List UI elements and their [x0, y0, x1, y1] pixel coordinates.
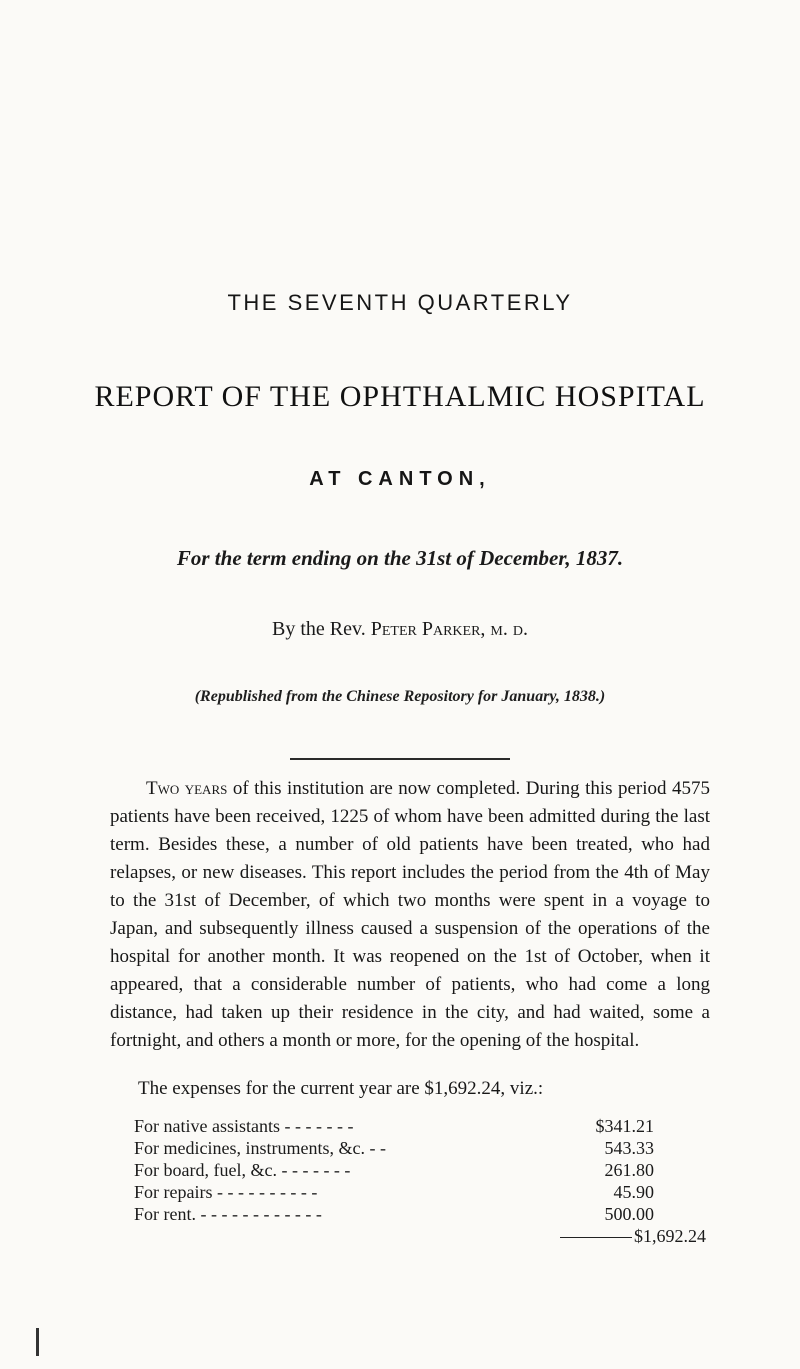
expense-amount: 500.00: [604, 1204, 654, 1224]
report-title: REPORT OF THE OPHTHALMIC HOSPITAL: [94, 380, 706, 413]
expense-label: For board, fuel, &c. - - - - - - -: [134, 1160, 351, 1180]
republished-note: (Republished from the Chinese Repository for January, 1838.): [194, 688, 606, 705]
location-heading: AT CANTON,: [309, 468, 491, 490]
author-prefix: By the Rev.: [272, 618, 366, 640]
expense-row: [134, 1181, 654, 1203]
total-rule: [560, 1237, 632, 1238]
paragraph-1-text: of this institution are now completed. During this period 4575 patients have been received, 1225 of whom have been admitted during the last term. Besides these, a number of old patients have been treated, who had relapses, or new diseases. This report includes the period from the 4th of May to the 31st of December, of which two months were spent in a voyage to Japan, and subsequently illness caused a suspension of the operations of the hospital for another month. It was reopened on the 1st of October, when it appeared, that a considerable number of patients, who had come a long distance, had taken up their residence in the city, and had waited, some a fortnight, and others a month or more, for the opening of the hospital.: [110, 778, 710, 1051]
expense-total: [560, 1226, 706, 1247]
expense-row: [134, 1203, 654, 1225]
expense-row: [134, 1159, 654, 1181]
series-title: THE SEVENTH QUARTERLY: [227, 290, 573, 315]
expense-label: For medicines, instruments, &c. - -: [134, 1138, 386, 1158]
expense-amount: 45.90: [613, 1182, 654, 1202]
total-amount: $1,692.24: [634, 1226, 706, 1246]
body-paragraph-1: [110, 775, 710, 1055]
margin-mark: [36, 1328, 39, 1356]
body-paragraph-2: The expenses for the current year are $1,692.24, viz.:: [138, 1078, 544, 1099]
divider-rule: [290, 758, 510, 760]
expense-label: For native assistants - - - - - - -: [134, 1116, 354, 1136]
term-line: For the term ending on the 31st of December, 1837.: [176, 546, 624, 570]
expense-table: [134, 1115, 654, 1225]
expense-row: [134, 1115, 654, 1137]
expense-label: For repairs - - - - - - - - - -: [134, 1182, 318, 1202]
expense-amount: $341.21: [595, 1116, 654, 1136]
expense-label: For rent. - - - - - - - - - - - -: [134, 1204, 322, 1224]
expense-amount: 543.33: [604, 1138, 654, 1158]
expense-amount: 261.80: [604, 1160, 654, 1180]
lead-words: Two years: [146, 778, 228, 799]
expense-row: [134, 1137, 654, 1159]
author-name: Peter Parker, m. d.: [370, 618, 528, 640]
author-line: [0, 618, 800, 641]
